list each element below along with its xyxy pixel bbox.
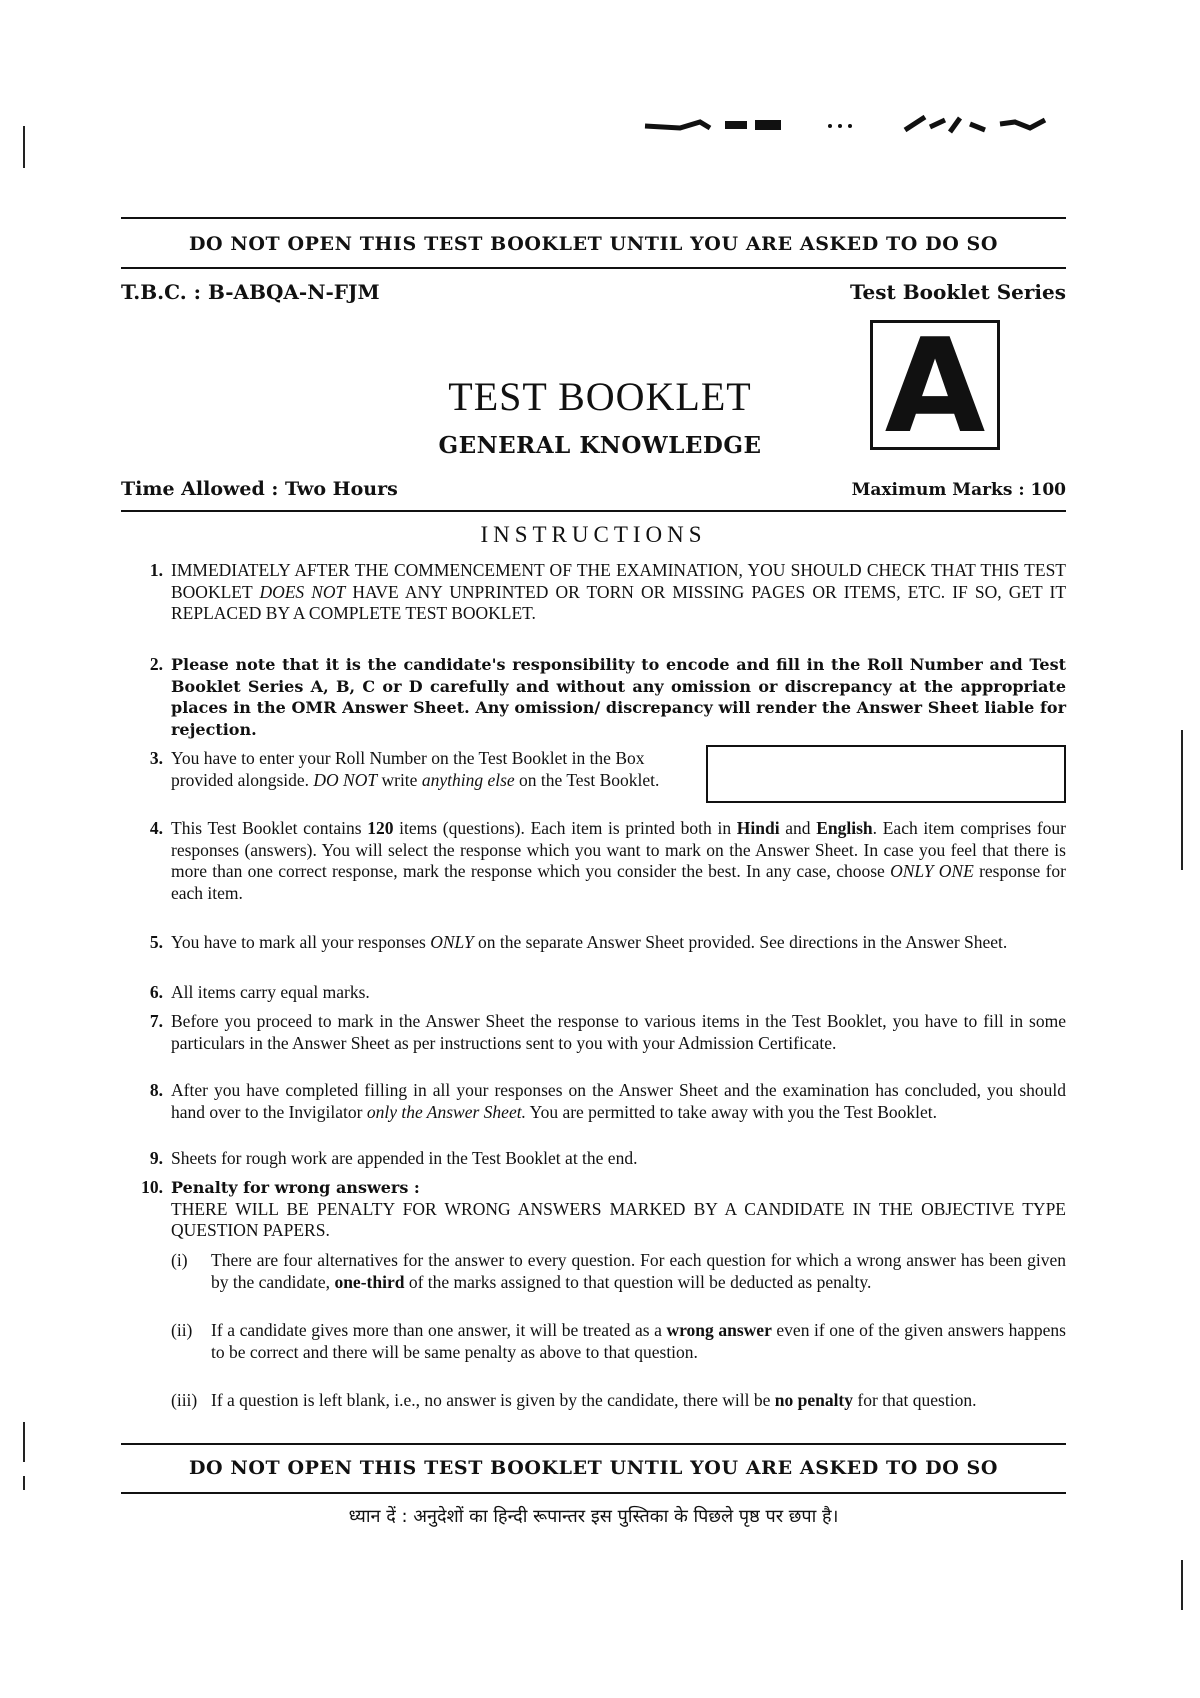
instruction-item bbox=[121, 1011, 1066, 1054]
item-number: 4. bbox=[149, 818, 163, 838]
item-number: 6. bbox=[149, 982, 163, 1002]
maximum-marks: Maximum Marks : 100 bbox=[851, 480, 1066, 500]
item-text: Please note that it is the candidate's responsibility to encode and fill in the Roll Number and Test Booklet Series A, B, C or D carefully and without any omission or discrepancy at the appropriate places in the OMR Answer Sheet. Any omission/ discrepancy will render the Answer Sheet liable for rejection. bbox=[171, 655, 1066, 739]
instruction-item bbox=[121, 1148, 1066, 1170]
item-text: Before you proceed to mark in the Answer Sheet the response to various items in the Test Booklet, you have to fill in some particulars in the Answer Sheet as per instructions sent to you with your Admission Certificate. bbox=[171, 1011, 1066, 1053]
margin-line bbox=[1181, 1560, 1183, 1610]
item-text: After you have completed filling in all your responses on the Answer Sheet and the examination has concluded, you should hand over to the Invigilator only the Answer Sheet. You are permitted to take away with you the Test Booklet. bbox=[171, 1080, 1066, 1122]
item-number: 2. bbox=[149, 654, 163, 674]
sub-item-number: (ii) bbox=[171, 1320, 193, 1340]
banner-top: DO NOT OPEN THIS TEST BOOKLET UNTIL YOU ARE ASKED TO DO SO bbox=[188, 233, 999, 255]
item-text: All items carry equal marks. bbox=[171, 982, 370, 1002]
tbc-code: T.B.C. : B-ABQA-N-FJM bbox=[121, 280, 380, 304]
item-text: IMMEDIATELY AFTER THE COMMENCEMENT OF THE EXAMINATION, YOU SHOULD CHECK THAT THIS TEST BOOKLET DOES NOT HAVE ANY UNPRINTED OR TORN OR MISSING PAGES OR ITEMS, ETC. IF SO, GET IT REPLACED BY A COMPLETE TEST BOOKLET. bbox=[171, 560, 1067, 623]
header-rule bbox=[121, 510, 1066, 512]
sub-item-text: If a question is left blank, i.e., no answer is given by the candidate, there will be no penalty for that question. bbox=[211, 1390, 977, 1410]
bottom-rule bbox=[121, 1443, 1066, 1445]
instruction-item bbox=[121, 932, 1066, 954]
time-allowed: Time Allowed : Two Hours bbox=[121, 478, 398, 500]
scan-marks bbox=[640, 112, 1140, 142]
penalty-sub-item bbox=[171, 1320, 1066, 1363]
item-text: You have to enter your Roll Number on the Test Booklet in the Box provided alongside. DO NOT write anything else on the Test Booklet. bbox=[171, 748, 660, 790]
sub-item-text: There are four alternatives for the answer to every question. For each question for which a wrong answer has been given by the candidate, one-third of the marks assigned to that question will be deducted as penalty. bbox=[211, 1250, 1066, 1292]
item-text: This Test Booklet contains 120 items (questions). Each item is printed both in Hindi and English. Each item comprises four responses (answers). You will select the response which you want to mark on the Answer Sheet. In case you feel that there is more than one correct response, mark the response which you consider the best. In any case, choose ONLY ONE response for each item. bbox=[171, 818, 1066, 903]
sub-item-number: (iii) bbox=[171, 1390, 198, 1410]
penalty-sub-item bbox=[171, 1390, 1066, 1412]
subject-title: GENERAL KNOWLEDGE bbox=[438, 432, 762, 459]
sub-item-text: If a candidate gives more than one answer, it will be treated as a wrong answer even if one of the given answers happens to be correct and there will be same penalty as above to that question. bbox=[211, 1320, 1066, 1362]
item-text: You have to mark all your responses ONLY on the separate Answer Sheet provided. See directions in the Answer Sheet. bbox=[171, 932, 1008, 952]
series-box bbox=[870, 310, 1000, 462]
item-text: Sheets for rough work are appended in the Test Booklet at the end. bbox=[171, 1148, 638, 1168]
item-number: 7. bbox=[149, 1011, 163, 1031]
instruction-item bbox=[121, 1177, 1066, 1242]
hindi-note: ध्यान दें : अनुदेशों का हिन्दी रूपान्तर इस पुस्तिका के पिछले पृष्ठ पर छपा है। bbox=[348, 1506, 839, 1527]
margin-line bbox=[23, 1476, 25, 1490]
instruction-item bbox=[121, 1080, 1066, 1123]
penalty-text: THERE WILL BE PENALTY FOR WRONG ANSWERS MARKED BY A CANDIDATE IN THE OBJECTIVE TYPE QUESTION PAPERS. bbox=[171, 1198, 1066, 1240]
margin-line bbox=[23, 1422, 25, 1462]
item-number: 1. bbox=[149, 560, 163, 580]
banner-bottom: DO NOT OPEN THIS TEST BOOKLET UNTIL YOU ARE ASKED TO DO SO bbox=[188, 1457, 999, 1479]
item-number: 5. bbox=[149, 932, 163, 952]
item-number: 8. bbox=[149, 1080, 163, 1100]
banner-rule bbox=[121, 267, 1066, 269]
margin-line bbox=[1181, 730, 1183, 870]
margin-line bbox=[23, 126, 25, 168]
series-letter: A bbox=[884, 310, 986, 462]
instruction-item bbox=[121, 560, 1066, 625]
instructions-heading: INSTRUCTIONS bbox=[480, 522, 707, 547]
penalty-heading: Penalty for wrong answers : bbox=[171, 1178, 420, 1197]
instruction-item bbox=[121, 982, 1066, 1004]
penalty-sub-item bbox=[171, 1250, 1066, 1293]
item-text bbox=[171, 1177, 1066, 1242]
top-rule bbox=[121, 217, 1066, 219]
series-label: Test Booklet Series bbox=[849, 280, 1066, 304]
sub-item-number: (i) bbox=[171, 1250, 188, 1270]
item-number: 3. bbox=[149, 748, 163, 768]
bottom-banner-rule bbox=[121, 1492, 1066, 1494]
roll-number-box[interactable] bbox=[706, 745, 1066, 803]
item-number: 10. bbox=[141, 1177, 163, 1197]
instruction-item bbox=[121, 748, 681, 791]
item-number: 9. bbox=[149, 1148, 163, 1168]
booklet-title: TEST BOOKLET bbox=[448, 374, 752, 419]
instruction-item bbox=[121, 818, 1066, 904]
instruction-item bbox=[121, 654, 1066, 740]
